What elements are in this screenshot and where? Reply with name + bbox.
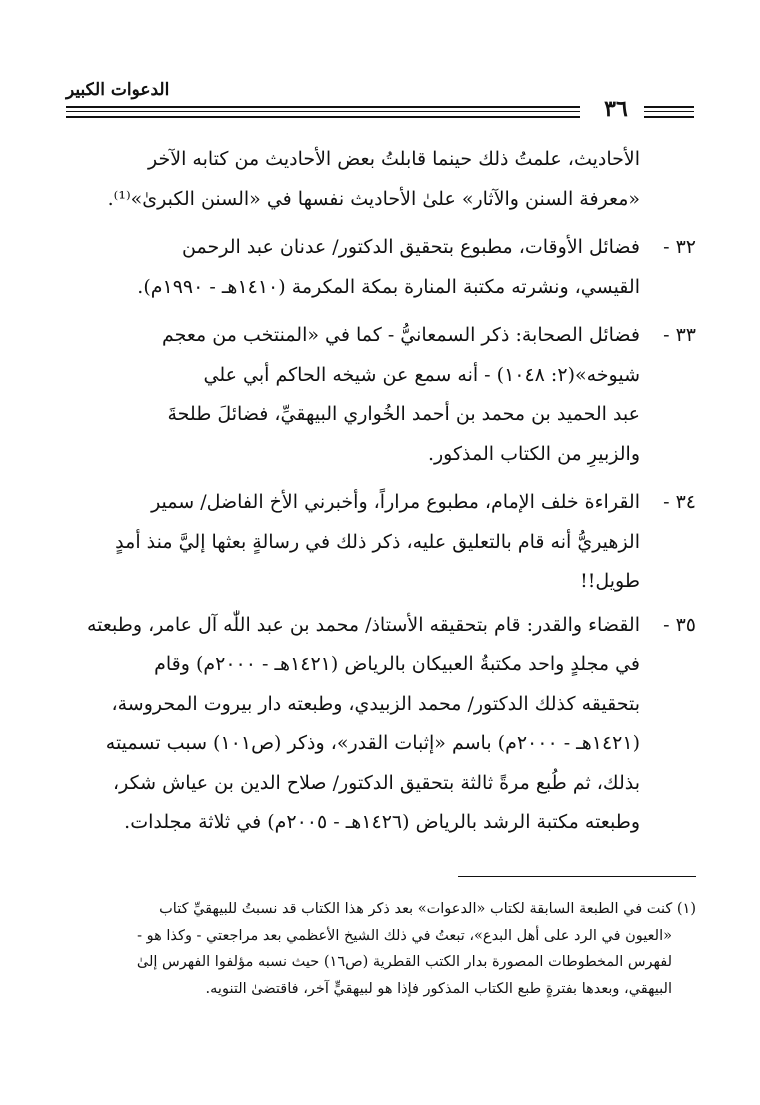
footnote-line: «العيون في الرد على أهل البدع»، تبعتُ في ذلك الشيخ الأعظمي بعد مراجعتي - وكذا هو - bbox=[137, 927, 672, 944]
text-line: في مجلدٍ واحد مكتبةُ العبيكان بالرياض (١٤٢١هـ - ٢٠٠٠م) وقام bbox=[154, 653, 640, 675]
text-line: عبد الحميد بن محمد بن أحمد الخُواري البيهقيِّ، فضائلَ طلحةَ bbox=[167, 403, 640, 425]
footnote-line: لفهرس المخطوطات المصورة بدار الكتب القطرية (ص١٦) حيث نسبه مؤلفوا الفهرس إلىٰ bbox=[136, 954, 672, 970]
text-line: طويل!! bbox=[580, 570, 640, 592]
page-number: ٣٦ bbox=[604, 96, 628, 122]
header-rule bbox=[66, 111, 580, 112]
page-number-rule bbox=[644, 116, 694, 118]
item-number: ٣٤ - bbox=[663, 491, 696, 513]
text-line: فضائل الأوقات، مطبوع بتحقيق الدكتور/ عدنان عبد الرحمن bbox=[182, 236, 640, 258]
text-line: القراءة خلف الإمام، مطبوع مراراً، وأخبرني الأخ الفاضل/ سمير bbox=[151, 491, 640, 513]
text-line: القيسي، ونشرته مكتبة المنارة بمكة المكرمة (١٤١٠هـ - ١٩٩٠م). bbox=[137, 275, 640, 298]
text-line: شيوخه»(٢: ١٠٤٨) - أنه سمع عن شيخه الحاكم أبي علي bbox=[203, 363, 640, 386]
text-line: بذلك، ثم طُبع مرةً ثالثة بتحقيق الدكتور/ صلاح الدين بن عياش شكر، bbox=[113, 771, 640, 794]
footnote-line bbox=[66, 896, 696, 923]
text-line: الأحاديث، علمتُ ذلك حينما قابلتُ بعض الأحاديث من كتابه الآخر bbox=[148, 148, 640, 170]
item-number: ٣٥ - bbox=[663, 613, 696, 636]
text-line: وطبعته مكتبة الرشد بالرياض (١٤٢٦هـ - ٢٠٠٥م) في ثلاثة مجلدات. bbox=[124, 811, 640, 833]
text-line: القضاء والقدر: قام بتحقيقه الأستاذ/ محمد بن عبد اللّٰه آل عامر، وطبعته bbox=[86, 613, 640, 636]
text-line: الزهيريُّ أنه قام بالتعليق عليه، ذكر ذلك في رسالةٍ بعثها إليَّ منذ أمدٍ bbox=[115, 530, 640, 553]
footnotes bbox=[66, 896, 696, 1002]
footnote-text: كنت في الطبعة السابقة لكتاب «الدعوات» بعد ذكر هذا الكتاب قد نسبتُ للبيهقيِّ كتاب bbox=[159, 901, 673, 917]
footnote-marker: (١) bbox=[676, 901, 696, 917]
main-text bbox=[66, 140, 696, 843]
list-item bbox=[66, 606, 696, 646]
header-rule bbox=[66, 106, 580, 108]
text-line: بتحقيقه كذلك الدكتور/ محمد الزبيدي، وطبعته دار بيروت المحروسة، bbox=[111, 692, 640, 715]
text-line: (١٤٢١هـ - ٢٠٠٠م) باسم «إثبات القدر»، وذكر (ص١٠١) سبب تسميته bbox=[105, 732, 640, 754]
footnote-line: البيهقي، وبعدها بفترةٍ طبع الكتاب المذكور فإذا هو لبيهقيٍّ آخر، فاقتضىٰ التنويه. bbox=[205, 980, 672, 997]
header-rule bbox=[66, 116, 580, 118]
footnote-separator bbox=[458, 876, 696, 877]
running-header-title: الدعوات الكبير bbox=[66, 80, 170, 100]
page-number-rule bbox=[644, 106, 694, 108]
item-number: ٣٣ - bbox=[663, 324, 696, 346]
text-line: والزبيرِ من الكتاب المذكور. bbox=[427, 442, 640, 465]
text-line: «معرفة السنن والآثار» علىٰ الأحاديث نفسها في «السنن الكبرىٰ»⁽¹⁾. bbox=[107, 187, 640, 210]
text-line: فضائل الصحابة: ذكر السمعانيُّ - كما في «المنتخب من معجم bbox=[161, 324, 640, 346]
list-item bbox=[66, 316, 696, 356]
list-item bbox=[66, 228, 696, 268]
list-item bbox=[66, 483, 696, 523]
item-number: ٣٢ - bbox=[663, 236, 696, 258]
page-number-rule bbox=[644, 111, 694, 112]
